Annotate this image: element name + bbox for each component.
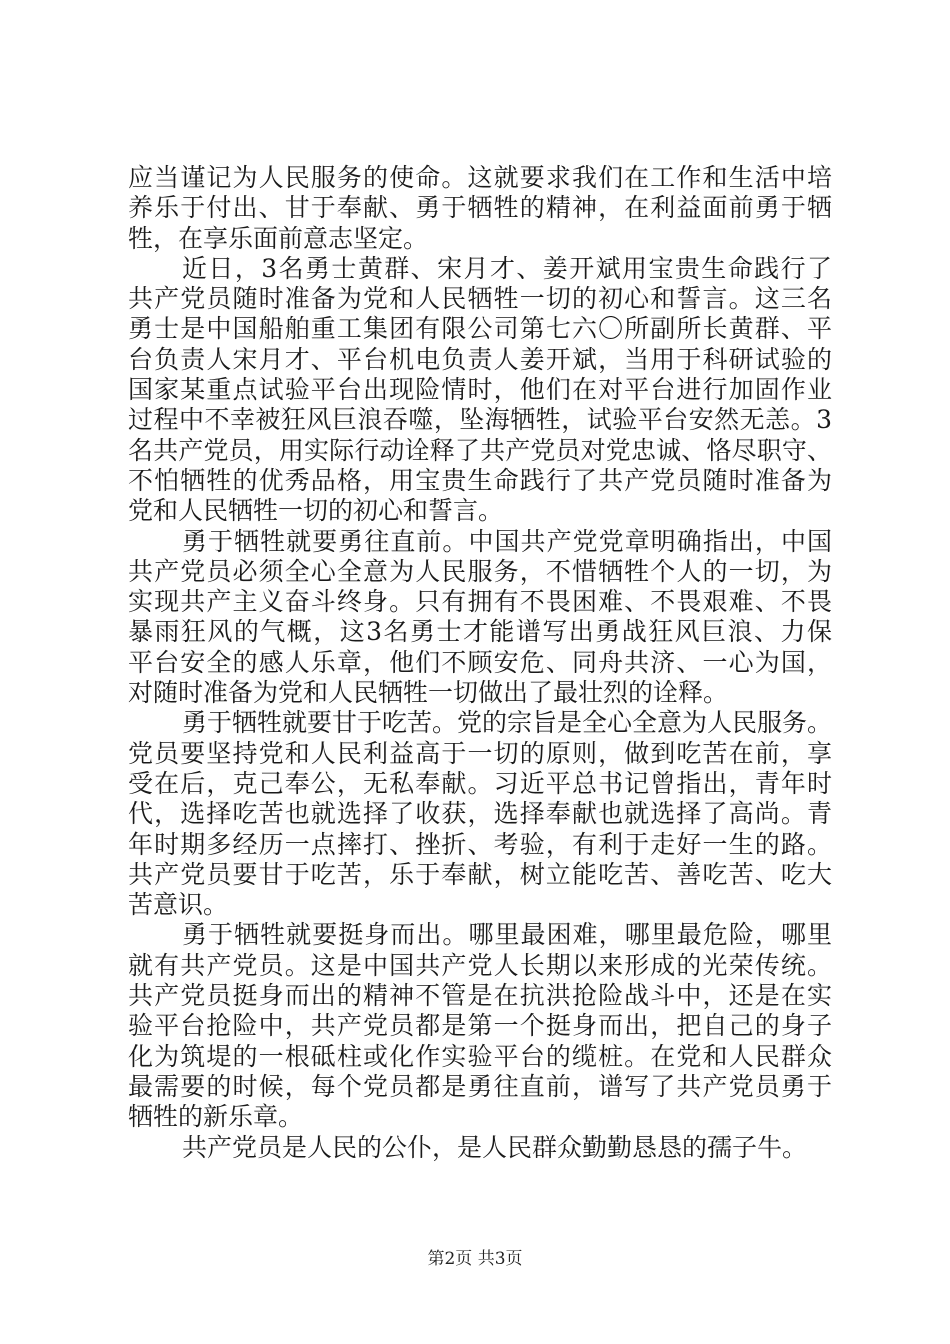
text-line: 国家某重点试验平台出现险情时，他们在对平台进行加固作业 [128, 375, 832, 405]
text-line: 最需要的时候，每个党员都是勇往直前，谱写了共产党员勇于 [128, 1071, 832, 1101]
text-line: 年时期多经历一点摔打、挫折、考验，有利于走好一生的路。 [128, 829, 832, 859]
text-line: 共产党员必须全心全意为人民服务，不惜牺牲个人的一切，为 [128, 556, 832, 586]
paragraph-first-line: 近日，3名勇士黄群、宋月才、姜开斌用宝贵生命践行了 [182, 253, 832, 283]
text-line: 实现共产主义奋斗终身。只有拥有不畏困难、不畏艰难、不畏 [128, 587, 832, 617]
text-line: 平台安全的感人乐章，他们不顾安危、同舟共济、一心为国， [128, 647, 832, 677]
text-line: 名共产党员，用实际行动诠释了共产党员对党忠诚、恪尽职守、 [128, 435, 832, 465]
paragraph-first-line: 勇于牺牲就要勇往直前。中国共产党党章明确指出，中国 [182, 526, 832, 556]
text-line: 就有共产党员。这是中国共产党人长期以来形成的光荣传统。 [128, 950, 832, 980]
paragraph-first-line: 勇于牺牲就要挺身而出。哪里最困难，哪里最危险，哪里 [182, 920, 832, 950]
text-line: 过程中不幸被狂风巨浪吞噬，坠海牺牲，试验平台安然无恙。3 [128, 405, 832, 435]
text-line: 验平台抢险中，共产党员都是第一个挺身而出，把自己的身子 [128, 1011, 832, 1041]
text-line: 台负责人宋月才、平台机电负责人姜开斌，当用于科研试验的 [128, 344, 832, 374]
text-line: 党和人民牺牲一切的初心和誓言。 [128, 496, 504, 526]
page-number-footer: 第2页 共3页 [427, 1249, 523, 1269]
text-line: 受在后，克己奉公，无私奉献。习近平总书记曾指出，青年时 [128, 768, 832, 798]
text-line: 应当谨记为人民服务的使命。这就要求我们在工作和生活中培 [128, 163, 832, 192]
text-line: 不怕牺牲的优秀品格，用宝贵生命践行了共产党员随时准备为 [128, 465, 832, 495]
text-line: 苦意识。 [128, 890, 229, 920]
text-line: 勇士是中国船舶重工集团有限公司第七六〇所副所长黄群、平 [128, 314, 832, 344]
text-line: 牺牲的新乐章。 [128, 1102, 304, 1132]
text-line: 养乐于付出、甘于奉献、勇于牺牲的精神，在利益面前勇于牺 [128, 193, 832, 223]
text-line: 代，选择吃苦也就选择了收获，选择奉献也就选择了高尚。青 [128, 799, 832, 829]
text-line: 共产党员随时准备为党和人民牺牲一切的初心和誓言。这三名 [128, 284, 832, 314]
text-line: 对随时准备为党和人民牺牲一切做出了最壮烈的诠释。 [128, 678, 729, 708]
text-line: 党员要坚持党和人民利益高于一切的原则，做到吃苦在前，享 [128, 738, 832, 768]
text-line: 暴雨狂风的气概，这3名勇士才能谱写出勇战狂风巨浪、力保 [128, 617, 832, 647]
paragraph-first-line: 共产党员是人民的公仆，是人民群众勤勤恳恳的孺子牛。 [182, 1132, 808, 1162]
document-body [128, 163, 832, 1163]
text-line: 共产党员要甘于吃苦，乐于奉献，树立能吃苦、善吃苦、吃大 [128, 859, 832, 889]
text-line: 化为筑堤的一根砥柱或化作实验平台的缆桩。在党和人民群众 [128, 1041, 832, 1071]
text-line: 牲，在享乐面前意志坚定。 [128, 223, 429, 253]
text-line: 共产党员挺身而出的精神不管是在抗洪抢险战斗中，还是在实 [128, 981, 832, 1011]
paragraph-first-line: 勇于牺牲就要甘于吃苦。党的宗旨是全心全意为人民服务。 [182, 708, 833, 738]
